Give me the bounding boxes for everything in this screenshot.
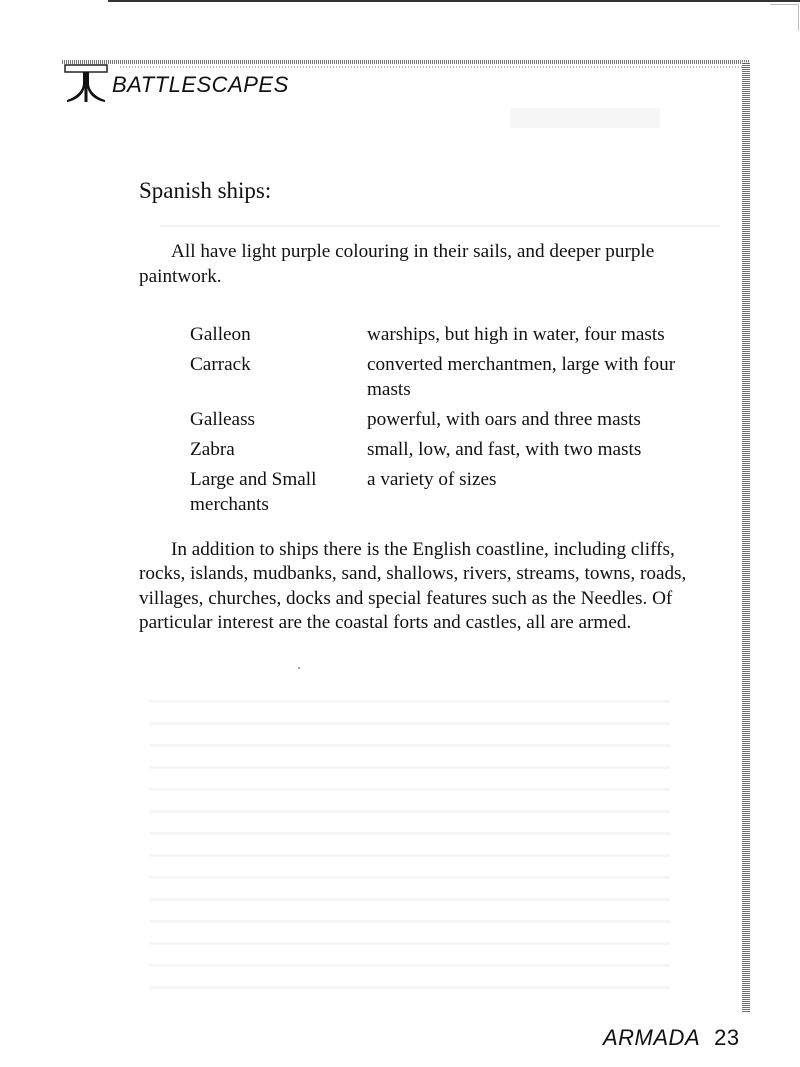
- ship-description: small, low, and fast, with two masts: [367, 439, 642, 460]
- ship-description: a variety of sizes: [367, 469, 497, 490]
- section-heading: Spanish ships:: [139, 178, 272, 203]
- right-halftone-rule: [742, 62, 750, 1012]
- table-row: [190, 352, 720, 407]
- page-number: 23: [714, 1025, 740, 1050]
- ship-name: Zabra: [190, 439, 235, 460]
- header-halftone-band: [120, 66, 750, 68]
- header-halftone-band: [62, 60, 750, 64]
- closing-paragraph: In addition to ships there is the English coastline, including cliffs, rocks, islands, mudbanks, sand, shallows, rivers, streams, towns, roads, villages, churches, docks and special features such as the Needles. Of particular interest are the coastal forts and castles, all are armed.: [139, 539, 687, 633]
- page-footer: [603, 1025, 740, 1051]
- bleed-through-mark: [150, 700, 670, 1000]
- ship-table: [190, 322, 720, 517]
- top-rule: [108, 0, 800, 2]
- running-title: BATTLESCAPES: [112, 72, 289, 97]
- table-row: [190, 437, 720, 467]
- speck: [298, 667, 300, 669]
- table-row: [190, 407, 720, 437]
- ship-name: Galleass: [190, 409, 256, 430]
- intro-paragraph: All have light purple colouring in their sails, and deeper purple paintwork.: [139, 241, 655, 287]
- bleed-through-mark: [160, 225, 720, 227]
- ship-name: Galleon: [190, 324, 251, 345]
- table-row: [190, 322, 720, 352]
- ship-description: warships, but high in water, four masts: [367, 324, 665, 345]
- bleed-through-mark: [510, 108, 660, 128]
- ship-name: Carrack: [190, 354, 251, 375]
- atari-fuji-logo-icon: [64, 63, 108, 103]
- footer-game-title: ARMADA: [603, 1025, 701, 1050]
- ship-description: powerful, with oars and three masts: [367, 409, 641, 430]
- ship-description: converted merchantmen, large with four masts: [367, 354, 676, 400]
- corner-mark: [770, 4, 799, 31]
- ship-name: Large and Small merchants: [190, 469, 317, 515]
- table-row: [190, 467, 720, 517]
